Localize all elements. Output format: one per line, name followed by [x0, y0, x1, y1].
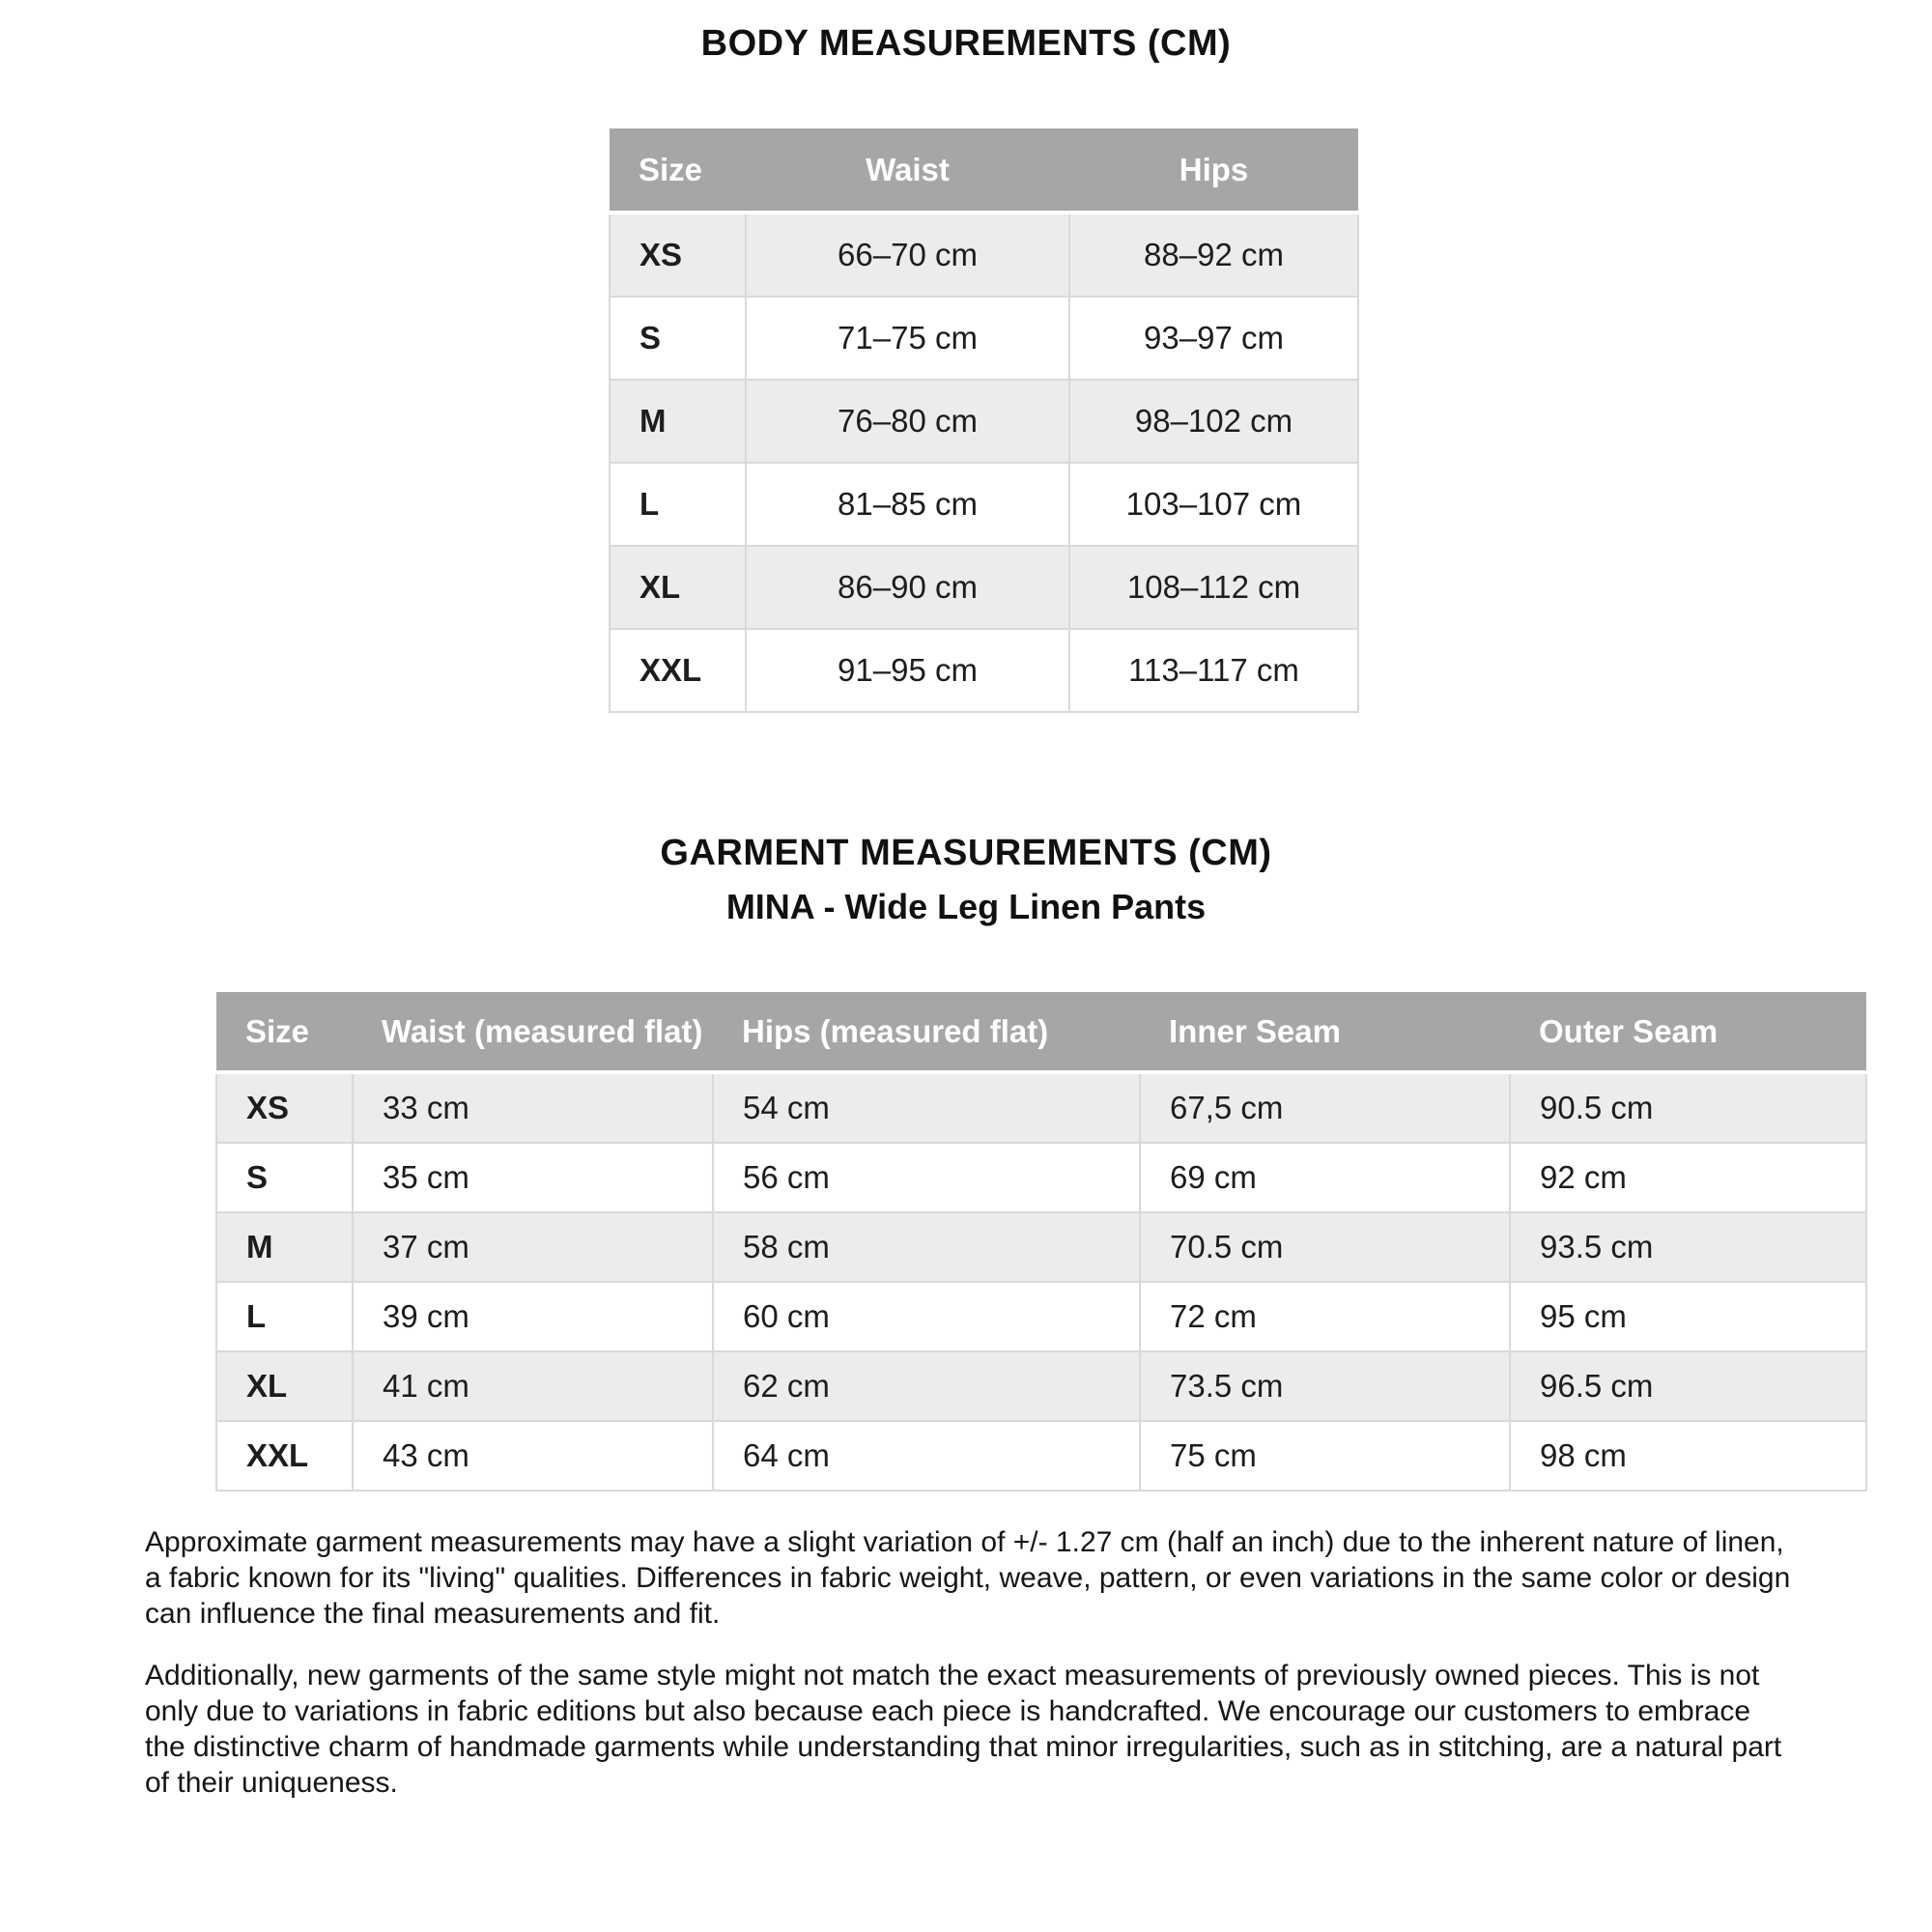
garment-measurements-title: GARMENT MEASUREMENTS (CM): [660, 833, 1272, 873]
column-header: Waist (measured flat): [353, 992, 713, 1072]
measurement-cell: 72 cm: [1140, 1282, 1510, 1351]
measurement-cell: 56 cm: [713, 1143, 1140, 1212]
size-cell: L: [610, 463, 746, 546]
measurement-cell: 60 cm: [713, 1282, 1140, 1351]
measurement-cell: 88–92 cm: [1069, 213, 1358, 297]
table-row: [216, 1282, 1866, 1351]
measurement-cell: 86–90 cm: [746, 546, 1069, 629]
column-header: Outer Seam: [1510, 992, 1866, 1072]
size-cell: XL: [216, 1351, 353, 1421]
measurement-cell: 81–85 cm: [746, 463, 1069, 546]
header-row: [610, 128, 1358, 213]
size-cell: S: [610, 297, 746, 380]
measurement-cell: 98–102 cm: [1069, 380, 1358, 463]
table-row: [216, 1212, 1866, 1282]
measurement-cell: 93.5 cm: [1510, 1212, 1866, 1282]
measurement-cell: 62 cm: [713, 1351, 1140, 1421]
measurement-cell: 92 cm: [1510, 1143, 1866, 1212]
measurement-cell: 113–117 cm: [1069, 629, 1358, 712]
column-header: Hips: [1069, 128, 1358, 213]
size-cell: L: [216, 1282, 353, 1351]
table-row: [610, 463, 1358, 546]
measurement-cell: 33 cm: [353, 1072, 713, 1143]
measurement-cell: 64 cm: [713, 1421, 1140, 1491]
garment-product-subtitle: MINA - Wide Leg Linen Pants: [725, 887, 1207, 926]
column-header: Size: [610, 128, 746, 213]
measurement-cell: 69 cm: [1140, 1143, 1510, 1212]
measurement-cell: 91–95 cm: [746, 629, 1069, 712]
column-header: Size: [216, 992, 353, 1072]
size-cell: XL: [610, 546, 746, 629]
size-cell: M: [610, 380, 746, 463]
measurement-cell: 71–75 cm: [746, 297, 1069, 380]
measurement-cell: 43 cm: [353, 1421, 713, 1491]
garment-table-header: [216, 992, 1866, 1072]
table-row: [610, 297, 1358, 380]
table-row: [610, 380, 1358, 463]
column-header: Waist: [746, 128, 1069, 213]
size-cell: S: [216, 1143, 353, 1212]
table-row: [216, 1143, 1866, 1212]
measurement-cell: 73.5 cm: [1140, 1351, 1510, 1421]
size-cell: XXL: [216, 1421, 353, 1491]
measurement-cell: 39 cm: [353, 1282, 713, 1351]
measurement-cell: 76–80 cm: [746, 380, 1069, 463]
garment-measurements-table: [215, 992, 1867, 1492]
measurement-cell: 96.5 cm: [1510, 1351, 1866, 1421]
table-row: [216, 1421, 1866, 1491]
size-cell: XS: [216, 1072, 353, 1143]
measurement-cell: 41 cm: [353, 1351, 713, 1421]
table-row: [610, 213, 1358, 297]
size-cell: XXL: [610, 629, 746, 712]
body-measurements-title: BODY MEASUREMENTS (CM): [700, 23, 1232, 64]
size-cell: XS: [610, 213, 746, 297]
body-table-body: [610, 213, 1358, 712]
measurement-cell: 103–107 cm: [1069, 463, 1358, 546]
measurement-cell: 90.5 cm: [1510, 1072, 1866, 1143]
garment-table-body: [216, 1072, 1866, 1491]
column-header: Hips (measured flat): [713, 992, 1140, 1072]
column-header: Inner Seam: [1140, 992, 1510, 1072]
table-row: [216, 1072, 1866, 1143]
note-paragraph-variation: Approximate garment measurements may have a slight variation of +/- 1.27 cm (half an inch) due to the inherent nature of linen, a fabric known for its "living" qualities. Differences in fabric weight, weave, pattern, or even variations in the same color or design can influence the final measurements and fit.: [145, 1526, 1791, 1630]
body-measurements-table: [609, 128, 1359, 713]
measurement-cell: 70.5 cm: [1140, 1212, 1510, 1282]
size-cell: M: [216, 1212, 353, 1282]
measurement-cell: 108–112 cm: [1069, 546, 1358, 629]
table-row: [610, 629, 1358, 712]
table-row: [216, 1351, 1866, 1421]
measurement-cell: 75 cm: [1140, 1421, 1510, 1491]
measurement-cell: 95 cm: [1510, 1282, 1866, 1351]
measurement-cell: 98 cm: [1510, 1421, 1866, 1491]
measurement-cell: 58 cm: [713, 1212, 1140, 1282]
measurement-cell: 93–97 cm: [1069, 297, 1358, 380]
measurement-cell: 66–70 cm: [746, 213, 1069, 297]
measurement-cell: 35 cm: [353, 1143, 713, 1212]
measurement-cell: 67,5 cm: [1140, 1072, 1510, 1143]
measurement-notes: [145, 1524, 1793, 1827]
measurement-cell: 54 cm: [713, 1072, 1140, 1143]
table-row: [610, 546, 1358, 629]
header-row: [216, 992, 1866, 1072]
note-paragraph-handmade: Additionally, new garments of the same style might not match the exact measurements of previously owned pieces. This is not only due to variations in fabric editions but also because each piece is handcrafted. We encourage our customers to embrace the distinctive charm of handmade garments while understanding that minor irregularities, such as in stitching, are a natural part of their uniqueness.: [145, 1660, 1782, 1799]
measurement-cell: 37 cm: [353, 1212, 713, 1282]
body-table-header: [610, 128, 1358, 213]
